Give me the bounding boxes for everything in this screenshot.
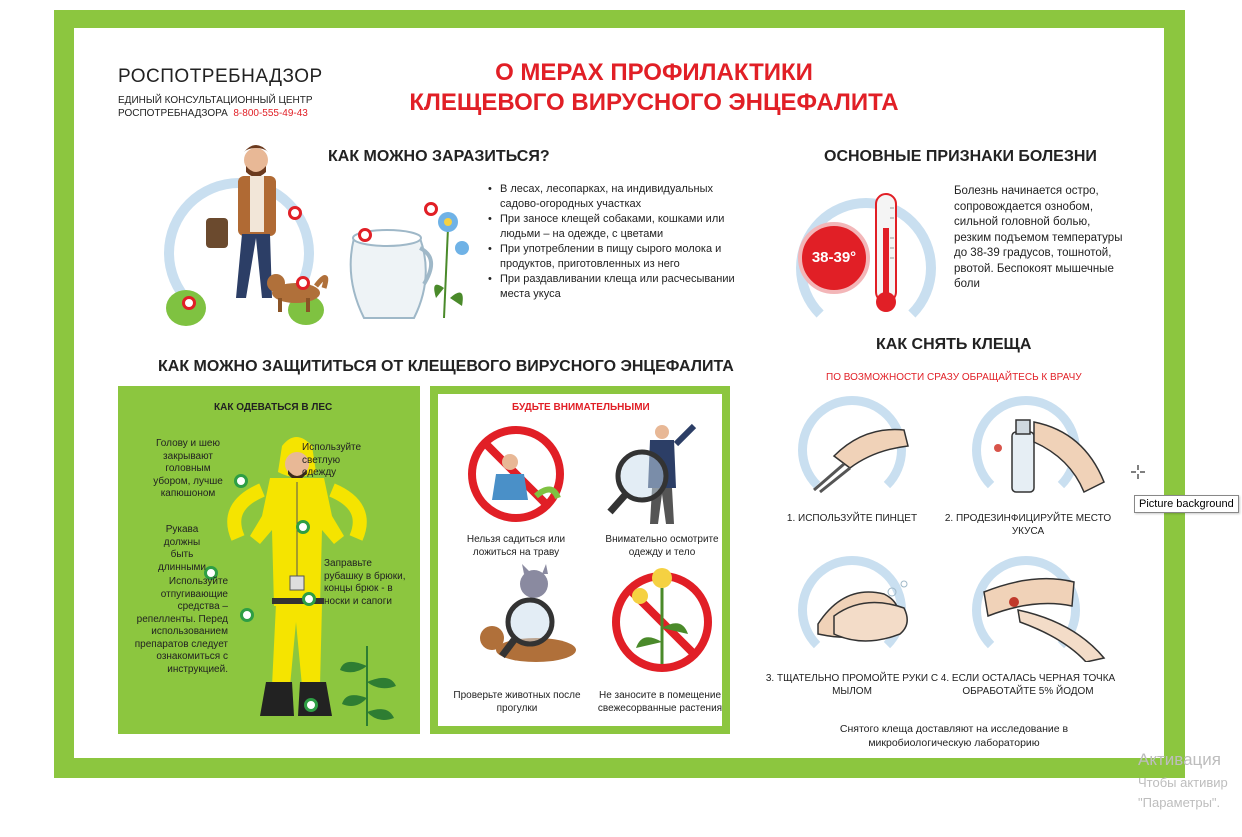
head-tip: Голову и шею закрывают головным убором, лучше капюшоном <box>153 438 223 499</box>
disinfect-icon <box>974 402 1114 502</box>
milk-jug-icon <box>344 188 474 328</box>
repellent-tip: Используйте отпугивающие средства – репелленты. Перед использованием препаратов следует ознакомиться с инструкцией. <box>134 576 228 675</box>
plant-icon <box>332 636 402 726</box>
removal-note: Снятого клеща доставляют на исследование в микробиологическую лабораторию <box>839 723 1069 749</box>
inspect-caption: Внимательно осмотрите одежду и тело <box>605 534 719 558</box>
symptoms-text: Болезнь начинается остро, сопровождается ознобом, сильной головной болью, резким подъемом температуры до 38-39 градусов, тошнотой, рвотой. Беспокоят мышечные боли <box>954 185 1123 290</box>
wash-hands-icon <box>804 564 924 654</box>
tweezers-icon <box>804 406 924 496</box>
picture-background-tooltip: Picture background <box>1134 495 1239 513</box>
no-flowers-icon <box>602 564 722 674</box>
tick-marker <box>296 276 310 290</box>
tick-marker <box>288 206 302 220</box>
callout-marker <box>240 608 254 622</box>
tick-marker <box>424 202 438 216</box>
attention-panel-inner <box>438 394 722 726</box>
thermometer-illustration <box>790 188 940 318</box>
activation-watermark-title: Активация <box>1138 750 1221 769</box>
attention-panel <box>430 386 730 734</box>
man-illustration <box>146 138 336 328</box>
brand-line1: ЕДИНЫЙ КОНСУЛЬТАЦИОННЫЙ ЦЕНТР <box>118 95 313 106</box>
list-item: • При раздавливании клеща или расчесывании места укуса <box>486 272 746 302</box>
step1-label: 1. ИСПОЛЬЗУЙТЕ ПИНЦЕТ <box>786 513 918 524</box>
brand-name: РОСПОТРЕБНАДЗОР <box>118 66 323 87</box>
dress-panel-title: КАК ОДЕВАТЬСЯ В ЛЕС <box>214 402 333 413</box>
title-line1: О МЕРАХ ПРОФИЛАКТИКИ <box>495 59 813 86</box>
symptoms-heading: ОСНОВНЫЕ ПРИЗНАКИ БОЛЕЗНИ <box>824 148 1097 165</box>
callout-marker <box>234 474 248 488</box>
step3-label: 3. ТЩАТЕЛЬНО ПРОМОЙТЕ РУКИ С МЫЛОМ <box>765 673 939 697</box>
no-sitting-caption: Нельзя садиться или ложиться на траву <box>466 534 566 558</box>
callout-marker <box>304 698 318 712</box>
list-item: • При заносе клещей собаками, кошками или людьми – на одежде, с цветами <box>486 212 746 242</box>
iodine-icon <box>974 562 1114 662</box>
dress-panel <box>118 386 420 734</box>
step4-label: 4. ЕСЛИ ОСТАЛАСЬ ЧЕРНАЯ ТОЧКА ОБРАБОТАЙТЕ 5% ЙОДОМ <box>940 673 1116 697</box>
poster[interactable] <box>74 28 1164 758</box>
sleeves-tip: Рукава должны быть длинными <box>158 524 206 573</box>
plants-caption: Не заносите в помещение свежесорванные растения <box>597 690 723 714</box>
tick-marker <box>182 296 196 310</box>
no-sitting-icon <box>466 422 576 522</box>
milk-flowers-illustration <box>344 188 474 328</box>
main-title <box>364 58 944 118</box>
list-item: • При употреблении в пищу сырого молока и продуктов, приготовленных из него <box>486 242 746 272</box>
tuck-tip: Заправьте рубашку в брюки, концы брюк - в носки и сапоги <box>324 558 406 607</box>
light-clothes-tip: Используйте светлую одежду <box>302 442 362 478</box>
infection-heading: КАК МОЖНО ЗАРАЗИТЬСЯ? <box>328 148 550 165</box>
title-line2: КЛЕЩЕВОГО ВИРУСНОГО ЭНЦЕФАЛИТА <box>409 89 899 116</box>
man-with-dog-icon <box>146 138 336 328</box>
activation-watermark-line3: "Параметры". <box>1138 795 1221 810</box>
temperature-badge: 38-39° <box>811 249 857 266</box>
infection-list <box>486 182 746 302</box>
crosshair-cursor-icon <box>1131 465 1145 479</box>
brand-phone: 8-800-555-49-43 <box>233 108 308 119</box>
protection-heading: КАК МОЖНО ЗАЩИТИТЬСЯ ОТ КЛЕЩЕВОГО ВИРУСНОГО ЭНЦЕФАЛИТА <box>158 358 734 375</box>
callout-marker <box>296 520 310 534</box>
activation-watermark-line2: Чтобы активир <box>1138 775 1228 790</box>
list-item: • В лесах, лесопарках, на индивидуальных садово-огородных участках <box>486 182 746 212</box>
removal-subtitle: ПО ВОЗМОЖНОСТИ СРАЗУ ОБРАЩАЙТЕСЬ К ВРАЧУ <box>826 372 1082 383</box>
brand-line2: РОСПОТРЕБНАДЗОРА <box>118 108 228 119</box>
tick-marker <box>358 228 372 242</box>
attention-panel-title: БУДЬТЕ ВНИМАТЕЛЬНЫМИ <box>512 402 650 413</box>
callout-marker <box>302 592 316 606</box>
inspect-person-icon <box>606 418 716 528</box>
poster-frame[interactable] <box>54 10 1185 778</box>
removal-heading: КАК СНЯТЬ КЛЕЩА <box>876 336 1032 353</box>
pets-caption: Проверьте животных после прогулки <box>453 690 581 714</box>
step2-label: 2. ПРОДЕЗИНФИЦИРУЙТЕ МЕСТО УКУСА <box>944 513 1112 537</box>
pets-check-icon <box>462 564 582 674</box>
brand-subtitle <box>118 94 313 120</box>
